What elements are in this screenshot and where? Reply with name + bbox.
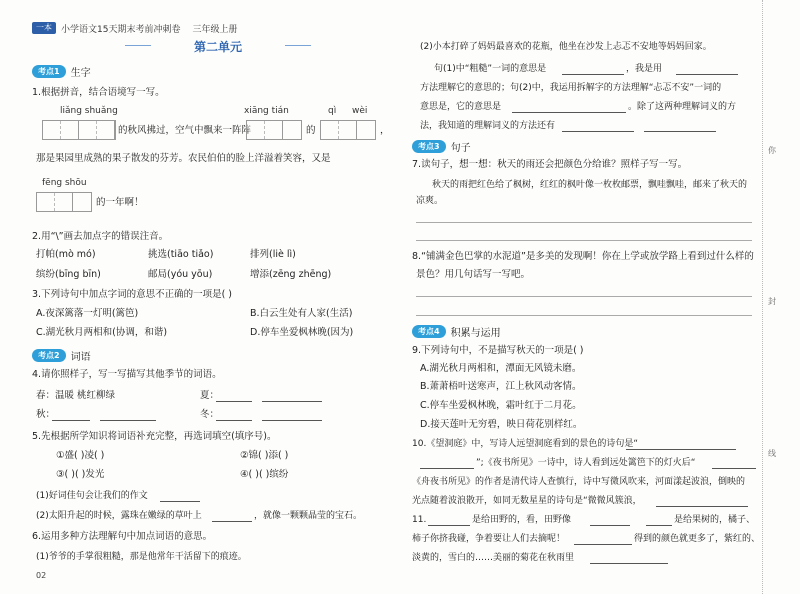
q7-write-line-2[interactable] xyxy=(416,240,752,241)
q6-blank-1[interactable] xyxy=(562,64,624,75)
q5-sentence-2b: ，就像一颗颗晶莹的宝石。 xyxy=(254,511,363,521)
q11-blank-3[interactable] xyxy=(646,515,672,526)
section-4-heading xyxy=(412,324,501,339)
section-name: 句子 xyxy=(450,143,471,154)
section-name: 词语 xyxy=(70,352,91,363)
q6-prompt-3: 意思是，它的意思是 xyxy=(420,102,502,112)
q10-blank-3[interactable] xyxy=(712,458,756,469)
q5-item-2[interactable]: ②锦( )添( ) xyxy=(240,450,289,461)
q10-blank-4[interactable] xyxy=(656,496,748,507)
q10-line-3: 《舟夜书所见》的作者是清代诗人查慎行，诗中写微风吹来，河面漾起波浪，倒映的 xyxy=(412,477,746,487)
section-3-heading xyxy=(412,139,471,154)
q11-line-1c: 是给果树的，橘子、 xyxy=(674,515,756,525)
q6-stem: 6.运用多种方法理解句中加点词语的意思。 xyxy=(32,531,213,542)
q5-sentence-1: (1)好词佳句会让我们的作文 xyxy=(36,491,148,501)
section-tag: 考点3 xyxy=(412,140,446,153)
q5-item-4[interactable]: ④( )( )缤纷 xyxy=(240,469,289,480)
q11-line-2: 柿子你挤我碰，争着要让人们去摘呢！ xyxy=(412,534,566,544)
q11-line-3: 淡黄的，雪白的……美丽的菊花在秋雨里 xyxy=(412,553,575,563)
q7-example-1: 秋天的雨把红色给了枫树，红红的枫叶像一枚枚邮票，飘哇飘哇，邮来了秋天的 xyxy=(432,180,748,190)
q2-item[interactable]: 排列(liè lì) xyxy=(250,249,296,260)
q11-line-2b: 得到的颜色就更多了，紫红的、 xyxy=(634,534,761,544)
autumn-blank-1[interactable] xyxy=(52,410,90,421)
q10-line-2: ”;《夜书所见》一诗中，诗人看到远处篱笆下的灯火后“ xyxy=(476,458,696,468)
q6-blank-3[interactable] xyxy=(512,102,626,113)
q11-num: 11. xyxy=(412,515,427,525)
q6-blank-4[interactable] xyxy=(562,121,634,132)
pinyin-4: wèi xyxy=(352,106,368,116)
q9-option-b[interactable]: B.萧萧梧叶送寒声，江上秋风动客情。 xyxy=(420,381,582,392)
q5-item-3[interactable]: ③( )( )发光 xyxy=(56,469,105,480)
q9-option-a[interactable]: A.湖光秋月两相和，潭面无风镜未磨。 xyxy=(420,363,582,374)
q5-stem: 5.先根据所学知识将词语补充完整，再选词填空(填序号)。 xyxy=(32,431,277,442)
q5-item-1[interactable]: ①盛( )凌( ) xyxy=(56,450,105,461)
q8-write-line-2[interactable] xyxy=(416,315,752,316)
winter-blank-1[interactable] xyxy=(216,410,252,421)
q8-stem: 8.“铺满金色巴掌的水泥道”是多美的发现啊！你在上学或放学路上看到过什么样的 xyxy=(412,251,754,262)
q5-blank-1[interactable] xyxy=(160,491,200,502)
q3-option-a[interactable]: A.夜深篱落一灯明(篱笆) xyxy=(36,308,139,319)
char-grid-3[interactable] xyxy=(320,120,376,140)
summer-blank-2[interactable] xyxy=(262,391,322,402)
section-tag: 考点1 xyxy=(32,65,66,78)
q10-blank-1[interactable] xyxy=(626,439,736,450)
q2-item[interactable]: 邮局(yóu yōu) xyxy=(148,269,213,280)
char-grid-1[interactable] xyxy=(42,120,116,140)
q6-blank-5[interactable] xyxy=(644,121,716,132)
q4-summer: 夏： xyxy=(200,390,220,401)
q10-line-4: 光点随着波浪散开，如同无数星星的诗句是“微微风簇浪， xyxy=(412,496,642,506)
q3-option-b[interactable]: B.白云生处有人家(生活) xyxy=(250,308,353,319)
book-title: 小学语文15天期末考前冲刺卷 xyxy=(61,24,181,35)
q6-prompt-1: 句(1)中“粗糙”一词的意思是 xyxy=(434,64,547,74)
q2-item[interactable]: 打帕(mò mó) xyxy=(36,249,96,260)
q6-sentence-1: (1)爷爷的手掌很粗糙，那是他常年干活留下的痕迹。 xyxy=(36,552,247,562)
q7-example-2: 凉爽。 xyxy=(416,196,444,206)
unit-title: 第二单元 xyxy=(153,38,283,54)
q6-blank-2[interactable] xyxy=(676,64,738,75)
q5-blank-2[interactable] xyxy=(212,511,252,522)
q10-line-1: 10.《望洞庭》中，写诗人远望洞庭看到的景色的诗句是“ xyxy=(412,439,638,449)
section-tag: 考点2 xyxy=(32,349,66,362)
q9-option-c[interactable]: C.停车坐爱枫林晚，霜叶红于二月花。 xyxy=(420,400,582,411)
gutter-char: 你 xyxy=(768,146,776,155)
q1-text-3: ， xyxy=(380,125,390,136)
grade-label: 三年级上册 xyxy=(192,24,238,35)
q4-autumn: 秋： xyxy=(36,409,56,420)
q1-stem: 1.根据拼音，结合语境写一写。 xyxy=(32,87,165,98)
gutter-char: 封 xyxy=(768,297,776,306)
q4-spring: 春：温暖 桃红柳绿 xyxy=(36,390,116,401)
q11-line-1: 是给田野的，看，田野像 xyxy=(472,515,572,525)
summer-blank-1[interactable] xyxy=(216,391,252,402)
char-grid-4[interactable] xyxy=(36,192,92,212)
q3-option-d[interactable]: D.停车坐爱枫林晚(因为) xyxy=(250,327,354,338)
q2-item[interactable]: 挑选(tiāo tiǎo) xyxy=(148,249,214,260)
q11-blank-4[interactable] xyxy=(574,534,632,545)
pinyin-3: qì xyxy=(328,106,337,116)
q7-write-line-1[interactable] xyxy=(416,222,752,223)
q11-blank-5[interactable] xyxy=(590,553,668,564)
section-2-heading xyxy=(32,348,91,363)
q1-text-2: 的 xyxy=(306,125,316,136)
q6-sentence-2: (2)小本打碎了妈妈最喜欢的花瓶，他坐在沙发上忐忑不安地等妈妈回家。 xyxy=(420,42,712,52)
q1-line-2: 那是果园里成熟的果子散发的芬芳。农民伯伯的脸上洋溢着笑容，又是 xyxy=(36,153,331,164)
q2-item[interactable]: 增添(zēng zhēng) xyxy=(250,269,332,280)
gutter-char: 线 xyxy=(768,449,776,458)
q8-stem-2: 景色？用几句话写一写吧。 xyxy=(416,269,531,280)
q2-item[interactable]: 缤纷(bīng bīn) xyxy=(36,269,101,280)
section-tag: 考点4 xyxy=(412,325,446,338)
section-1-heading xyxy=(32,64,91,79)
q10-blank-2[interactable] xyxy=(420,458,474,469)
pinyin-5: fēng shōu xyxy=(42,178,87,188)
winter-blank-2[interactable] xyxy=(262,410,322,421)
autumn-blank-2[interactable] xyxy=(100,410,156,421)
q1-text-4: 的一年啊！ xyxy=(96,197,144,208)
q11-blank-2[interactable] xyxy=(590,515,630,526)
q2-stem: 2.用“\”画去加点字的错误注音。 xyxy=(32,231,169,242)
q3-option-c[interactable]: C.湖光秋月两相和(协调，和谐) xyxy=(36,327,168,338)
pinyin-2: xiāng tián xyxy=(244,106,289,116)
q6-prompt-1b: ，我是用 xyxy=(626,64,663,74)
q4-winter: 冬： xyxy=(200,409,220,420)
page-number: 02 xyxy=(36,571,47,580)
q4-stem: 4.请你照样子，写一写描写其他季节的词语。 xyxy=(32,369,222,380)
q11-blank-1[interactable] xyxy=(428,515,470,526)
brand-badge: 一本 xyxy=(32,22,56,34)
char-grid-2[interactable] xyxy=(246,120,302,140)
q6-prompt-3b: 。除了这两种理解词义的方 xyxy=(628,102,737,112)
pinyin-1: liǎng shuǎng xyxy=(60,106,118,116)
q3-stem: 3.下列诗句中加点字词的意思不正确的一项是( ) xyxy=(32,289,232,300)
q8-write-line-1[interactable] xyxy=(416,296,752,297)
q9-option-d[interactable]: D.接天莲叶无穷碧，映日荷花别样红。 xyxy=(420,419,583,430)
q6-prompt-2: 方法理解它的意思的；句(2)中，我运用拆解字的方法理解“忐忑不安”一词的 xyxy=(420,83,722,93)
q6-prompt-4: 法，我知道的理解词义的方法还有 xyxy=(420,121,556,131)
page-header xyxy=(32,21,237,35)
section-name: 积累与运用 xyxy=(450,328,501,339)
q9-stem: 9.下列诗句中，不是描写秋天的一项是( ) xyxy=(412,345,584,356)
section-name: 生字 xyxy=(70,68,91,79)
q1-text-1: 的秋风拂过，空气中飘来一阵阵 xyxy=(118,125,252,136)
q7-stem: 7.读句子，想一想：秋天的雨还会把颜色分给谁？照样子写一写。 xyxy=(412,159,688,170)
q5-sentence-2: (2)太阳升起的时候，露珠在嫩绿的草叶上 xyxy=(36,511,202,521)
